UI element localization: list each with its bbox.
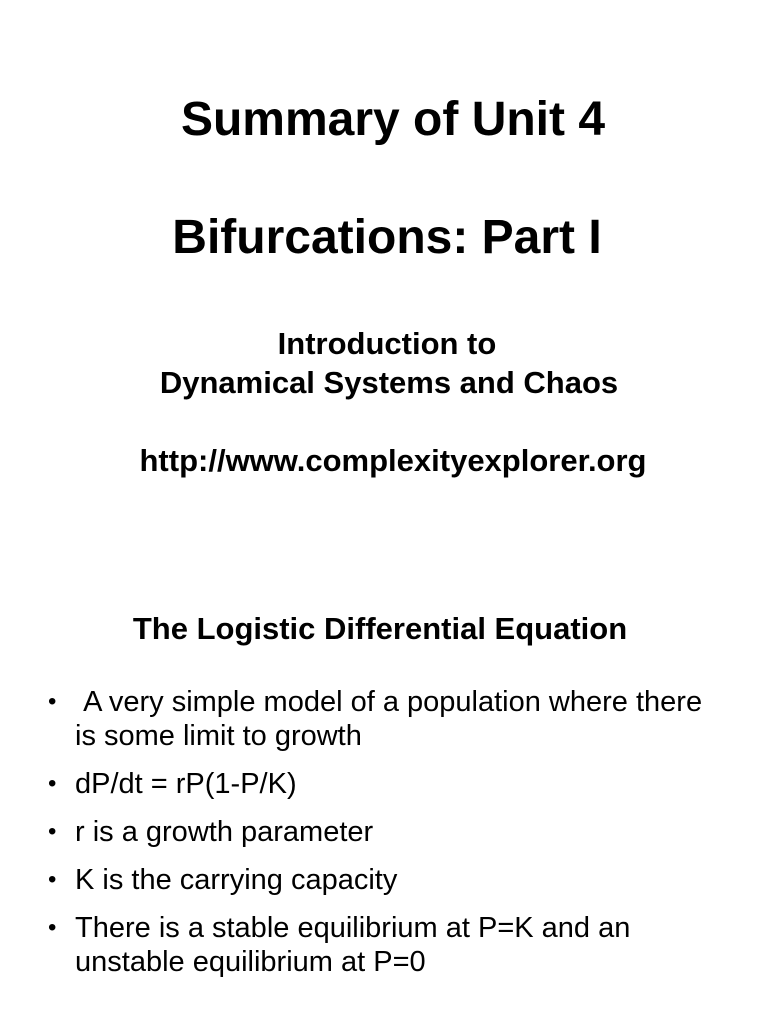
bullet-text: r is a growth parameter (75, 816, 374, 848)
bullet-icon: • (48, 866, 57, 893)
course-url-link[interactable]: http://www.complexityexplorer.org (139, 443, 647, 478)
bullet-item-equilibria (0, 911, 768, 979)
slide-subtitle: Bifurcations: Part I (172, 211, 602, 264)
bullet-text: K is the carrying capacity (75, 864, 398, 896)
bullet-item-growth-parameter (0, 815, 768, 849)
section-heading: The Logistic Differential Equation (132, 611, 628, 646)
bullet-item-carrying-capacity (0, 863, 768, 897)
course-name: Dynamical Systems and Chaos (159, 365, 619, 400)
bullet-icon: • (48, 818, 57, 845)
bullet-icon: • (48, 770, 57, 797)
bullet-icon: • (48, 914, 57, 941)
slide-title: Summary of Unit 4 (180, 93, 606, 146)
course-intro-line: Introduction to (277, 326, 497, 361)
bullet-icon: • (48, 688, 57, 715)
bullet-item-equation (0, 767, 768, 801)
bullet-item-population-model (0, 685, 768, 753)
bullet-list (0, 685, 768, 993)
bullet-text: There is a stable equilibrium at P=K and an unstable equilibrium at P=0 (75, 912, 631, 978)
bullet-text: dP/dt = rP(1-P/K) (75, 768, 297, 800)
bullet-text: A very simple model of a population where there is some limit to growth (75, 686, 711, 752)
